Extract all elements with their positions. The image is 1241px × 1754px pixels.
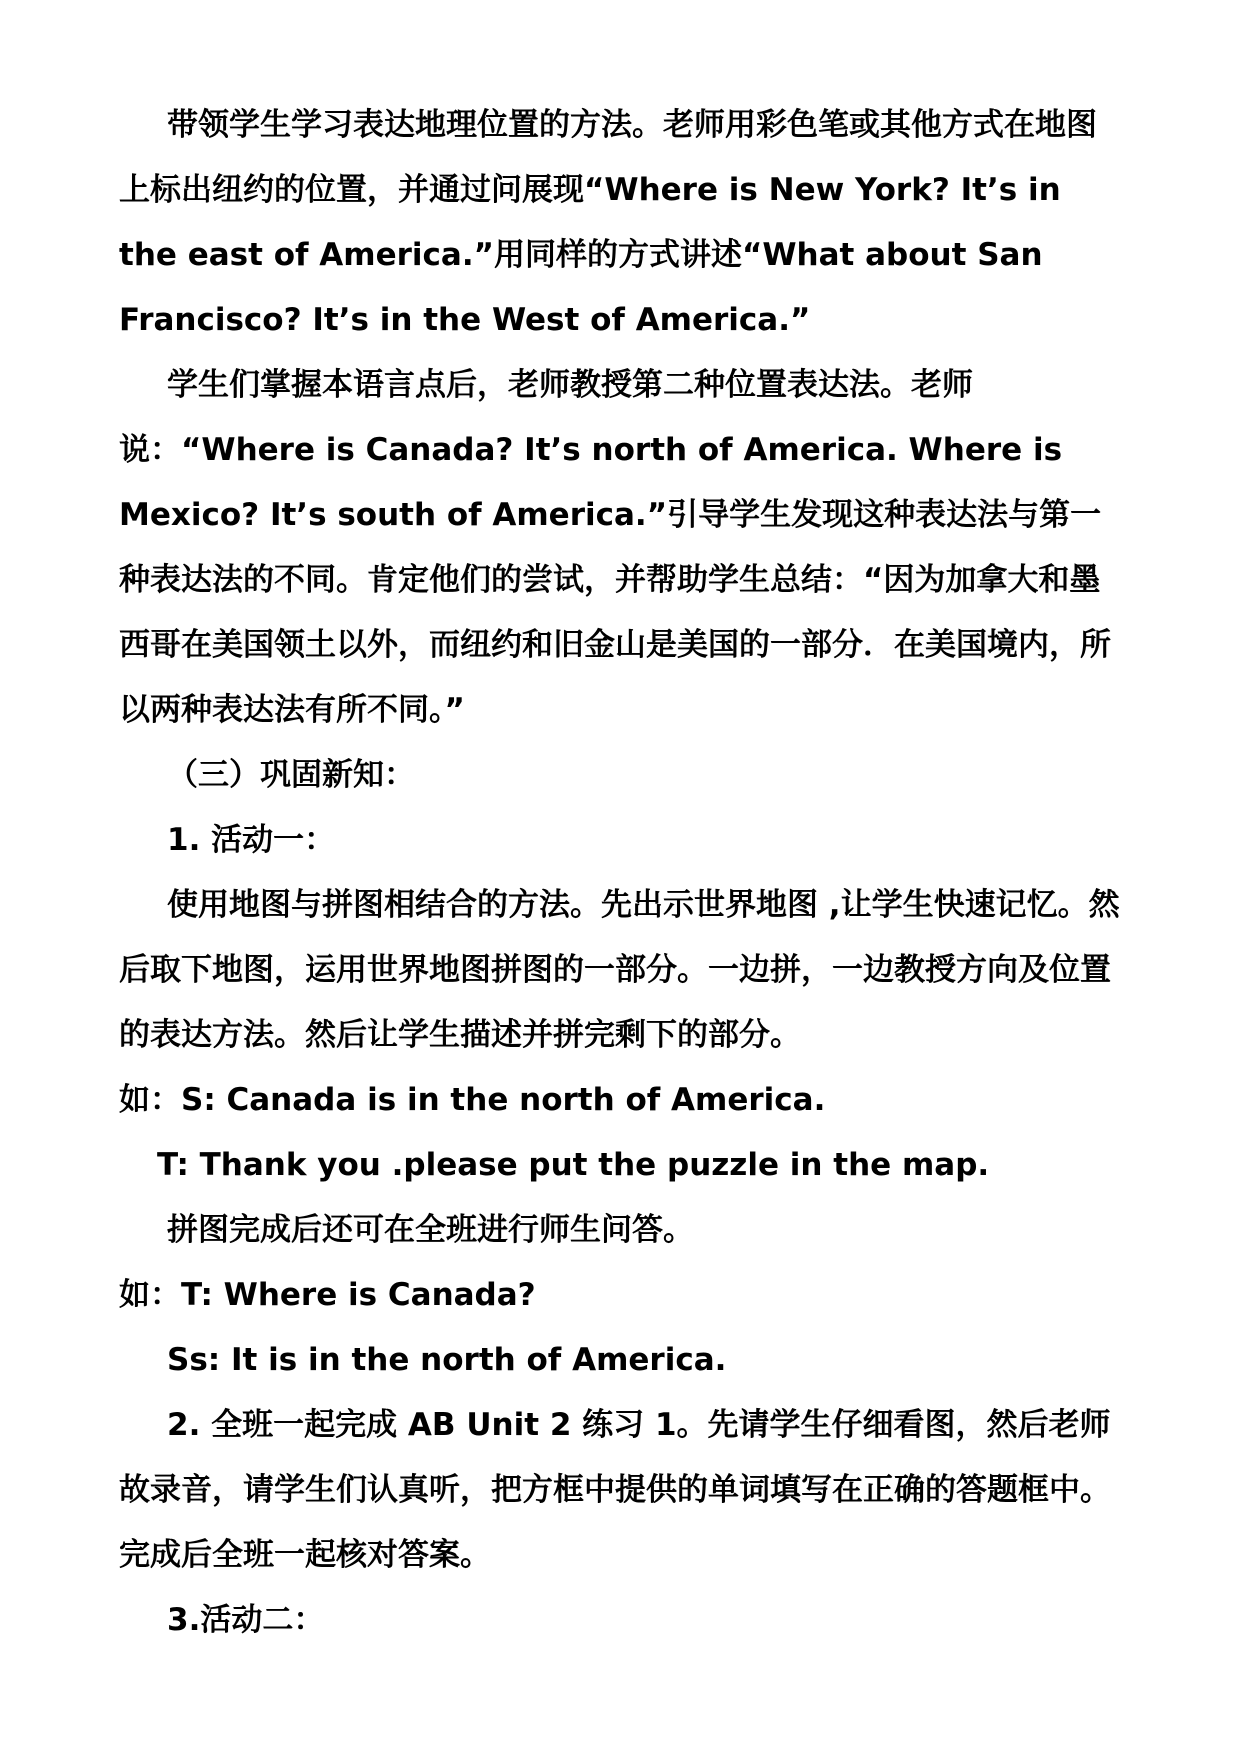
paragraph-class-qa: 拼图完成后还可在全班进行师生问答。 (167, 1212, 694, 1248)
paragraph-exercise: 2. 全班一起完成 AB Unit 2 练习 1。先请学生仔细看图，然后老师故录音，请学生们认真听，把方框中提供的单词填写在正确的答题框中。完成后全班一起核对答案。 (119, 1407, 1111, 1573)
paragraph-second-expression: 学生们掌握本语言点后，老师教授第二种位置表达法。老师说：“Where is Canada? It’s north of America. Where is Mexico? It’s south of America.”引导学生发现这种表达法与第一种表达法的不同。肯定他们的尝试，并帮助学生总结：“因为加拿大和墨西哥在美国领土以外，而纽约和旧金山是美国的一部分．在美国境内，所以两种表达法有所不同。” (119, 367, 1111, 728)
example-line-student: 如：S: Canada is in the north of America. (119, 1082, 826, 1118)
paragraph-map-puzzle: 使用地图与拼图相结合的方法。先出示世界地图 ,让学生快速记忆。然后取下地图，运用世界地图拼图的一部分。一边拼，一边教授方向及位置的表达方法。然后让学生描述并拼完剩下的部分。 (119, 887, 1120, 1053)
example-line-question: 如：T: Where is Canada? (119, 1277, 536, 1313)
section-heading-consolidation: （三）巩固新知： (167, 757, 415, 793)
activity-two-heading: 3.活动二： (167, 1602, 325, 1638)
example-line-answer: Ss: It is in the north of America. (167, 1342, 727, 1378)
example-line-teacher: T: Thank you .please put the puzzle in the map. (157, 1147, 990, 1183)
paragraph-geography-intro: 带领学生学习表达地理位置的方法。老师用彩色笔或其他方式在地图上标出纽约的位置，并通过问展现“Where is New York? It’s in the east of America.”用同样的方式讲述“What about San Francisco? It’s in the West of America.” (119, 107, 1097, 338)
activity-one-heading: 1. 活动一： (167, 822, 336, 858)
